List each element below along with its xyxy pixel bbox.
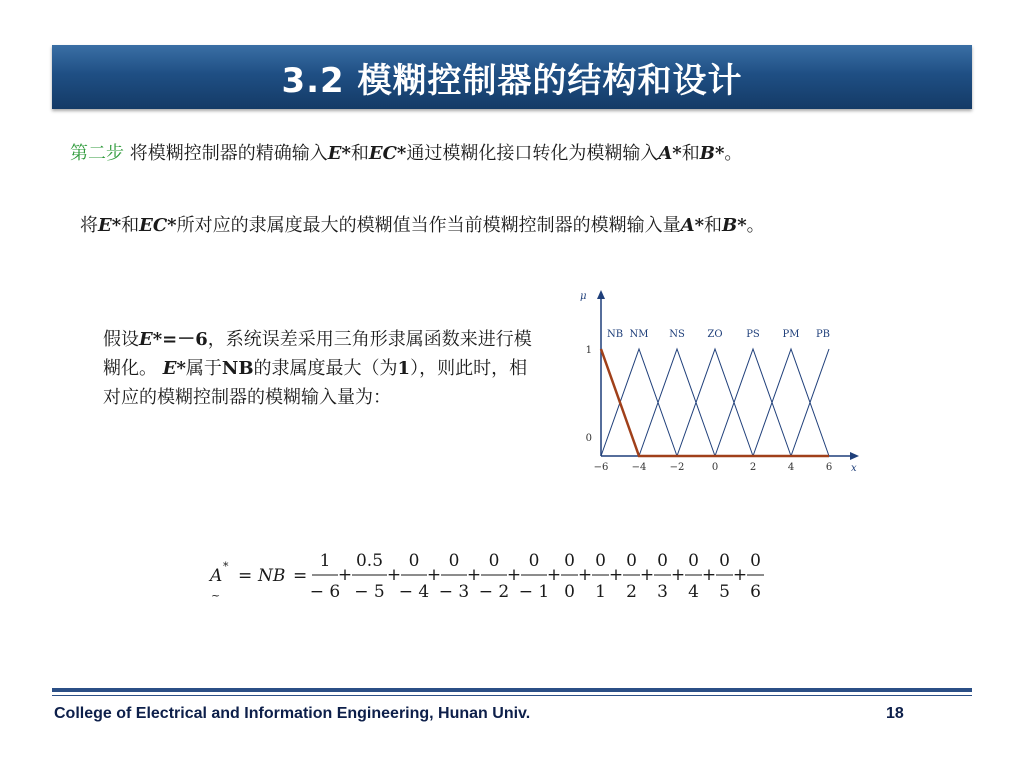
fraction-denominator: − 6 — [309, 582, 341, 602]
formula-equals: = — [238, 566, 253, 586]
fraction-denominator: 0 — [564, 582, 575, 602]
x-tick-label: −2 — [669, 462, 685, 473]
footer-divider-thin — [52, 695, 972, 696]
fraction-denominator: − 4 — [398, 582, 430, 602]
paragraph-max-membership — [80, 212, 970, 240]
formula-plus: + — [386, 565, 402, 585]
set-label-nb: NB — [606, 329, 624, 340]
fraction-denominator: 3 — [657, 582, 668, 602]
footer-divider-thick — [52, 688, 972, 692]
x-tick-label: 4 — [787, 462, 795, 473]
formula-plus: + — [337, 565, 353, 585]
fraction-numerator: 0 — [626, 551, 637, 571]
membership-line-ps — [715, 349, 791, 456]
p3-e2: E* — [162, 358, 186, 379]
p3-nb: NB — [221, 358, 254, 379]
set-label-ns: NS — [669, 329, 685, 340]
p3-one: 1 — [397, 358, 411, 379]
p3-e: E* — [139, 329, 163, 350]
highlight-nb-path — [601, 349, 829, 456]
p2-text-5: 。 — [746, 215, 765, 236]
fraction-numerator: 0 — [564, 551, 575, 571]
fuzzy-input-formula — [200, 545, 860, 615]
p1-text-3: 通过模糊化接口转化为模糊输入 — [406, 143, 659, 164]
p1-text-2: 和 — [350, 143, 369, 164]
y-tick-label: 0 — [585, 433, 592, 444]
p2-b: B* — [722, 215, 747, 236]
set-label-nm: NM — [629, 329, 649, 340]
paragraph-example — [103, 325, 533, 412]
x-tick-label: 2 — [749, 462, 757, 473]
p3-text-1: 假设 — [103, 329, 139, 350]
footer-institution: College of Electrical and Information Engineering, Hunan Univ. — [54, 705, 531, 722]
formula-plus: + — [546, 565, 562, 585]
x-tick-label: 6 — [825, 462, 833, 473]
membership-line-zo — [677, 349, 753, 456]
fraction-numerator: 1 — [319, 551, 331, 571]
p3-text-5: 的隶属度最大（为 — [253, 358, 398, 379]
set-label-zo: ZO — [707, 329, 723, 340]
title-bar — [52, 45, 972, 109]
fraction-numerator: 0 — [750, 551, 761, 571]
p2-text-2: 和 — [121, 215, 140, 236]
formula-nb: NB — [258, 566, 286, 586]
y-axis-arrow — [597, 290, 605, 299]
p1-e: E* — [327, 143, 351, 164]
p2-e: E* — [98, 215, 122, 236]
fraction-denominator: 6 — [750, 582, 761, 602]
fraction-denominator: 1 — [595, 582, 606, 602]
formula-plus: + — [426, 565, 442, 585]
p2-text-1: 将 — [80, 215, 98, 236]
fraction-numerator: 0 — [488, 551, 500, 571]
x-axis-label: x — [851, 463, 857, 474]
fraction-denominator: − 5 — [354, 582, 385, 602]
fraction-numerator: 0 — [408, 551, 420, 571]
x-tick-label: −4 — [631, 462, 647, 473]
membership-line-pm — [753, 349, 829, 456]
x-tick-label: −6 — [593, 462, 609, 473]
p1-text-5: 。 — [724, 143, 743, 164]
slide-title: 3.2 模糊控制器的结构和设计 — [281, 61, 743, 101]
formula-plus: + — [466, 565, 482, 585]
fraction-numerator: 0 — [719, 551, 730, 571]
fraction-denominator: 5 — [719, 582, 730, 602]
formula-plus: + — [701, 565, 717, 585]
y-axis-label: μ — [580, 291, 587, 302]
fraction-numerator: 0 — [595, 551, 606, 571]
set-label-ps: PS — [746, 329, 760, 340]
p1-ec: EC* — [368, 143, 407, 164]
x-tick-label: 0 — [711, 462, 719, 473]
set-label-pm: PM — [782, 329, 800, 340]
fraction-numerator: 0 — [528, 551, 540, 571]
p2-text-4: 和 — [704, 215, 722, 236]
membership-chart — [580, 285, 870, 480]
membership-line-nm — [601, 349, 677, 456]
fraction-numerator: 0 — [657, 551, 668, 571]
set-label-pb: PB — [815, 329, 831, 340]
formula-tilde: ~ — [211, 589, 221, 602]
step-label: 第二步 — [70, 143, 124, 164]
p1-text-4: 和 — [681, 143, 700, 164]
formula-plus: + — [732, 565, 748, 585]
p3-text-4: 属于 — [185, 358, 222, 379]
p3-value: =－6 — [162, 329, 208, 350]
page-number: 18 — [886, 705, 904, 722]
formula-equals: = — [293, 566, 308, 586]
formula-plus: + — [670, 565, 686, 585]
p3-text-6: ），则此时，相对应的模糊控制器的模糊输入量为： — [103, 358, 528, 408]
formula-plus: + — [608, 565, 624, 585]
fraction-denominator: 4 — [688, 582, 699, 602]
membership-line-ns — [639, 349, 715, 456]
formula-plus: + — [506, 565, 522, 585]
p2-a: A* — [680, 215, 704, 236]
p1-text-1: 将模糊控制器的精确输入 — [124, 143, 328, 164]
formula-plus: + — [577, 565, 593, 585]
p2-text-3: 所对应的隶属度最大的模糊值当作当前模糊控制器的模糊输入量 — [176, 215, 681, 236]
formula-lhs: A — [210, 566, 223, 586]
fraction-denominator: − 2 — [478, 582, 510, 602]
paragraph-step-two — [70, 140, 970, 168]
fraction-numerator: 0 — [448, 551, 460, 571]
formula-plus: + — [639, 565, 655, 585]
p3-text-3: ，系统误差采用三角形隶属函数来进行模糊化。 — [103, 329, 532, 379]
fraction-numerator: 0.5 — [355, 551, 384, 571]
p2-ec: EC* — [139, 215, 177, 236]
fraction-numerator: 0 — [688, 551, 699, 571]
fraction-denominator: − 1 — [518, 582, 550, 602]
formula-star: * — [223, 560, 229, 573]
y-tick-label: 1 — [585, 345, 592, 356]
p1-b: B* — [699, 143, 725, 164]
fraction-denominator: − 3 — [438, 582, 470, 602]
fraction-denominator: 2 — [626, 582, 637, 602]
p1-a: A* — [658, 143, 682, 164]
x-axis-arrow — [850, 452, 859, 460]
